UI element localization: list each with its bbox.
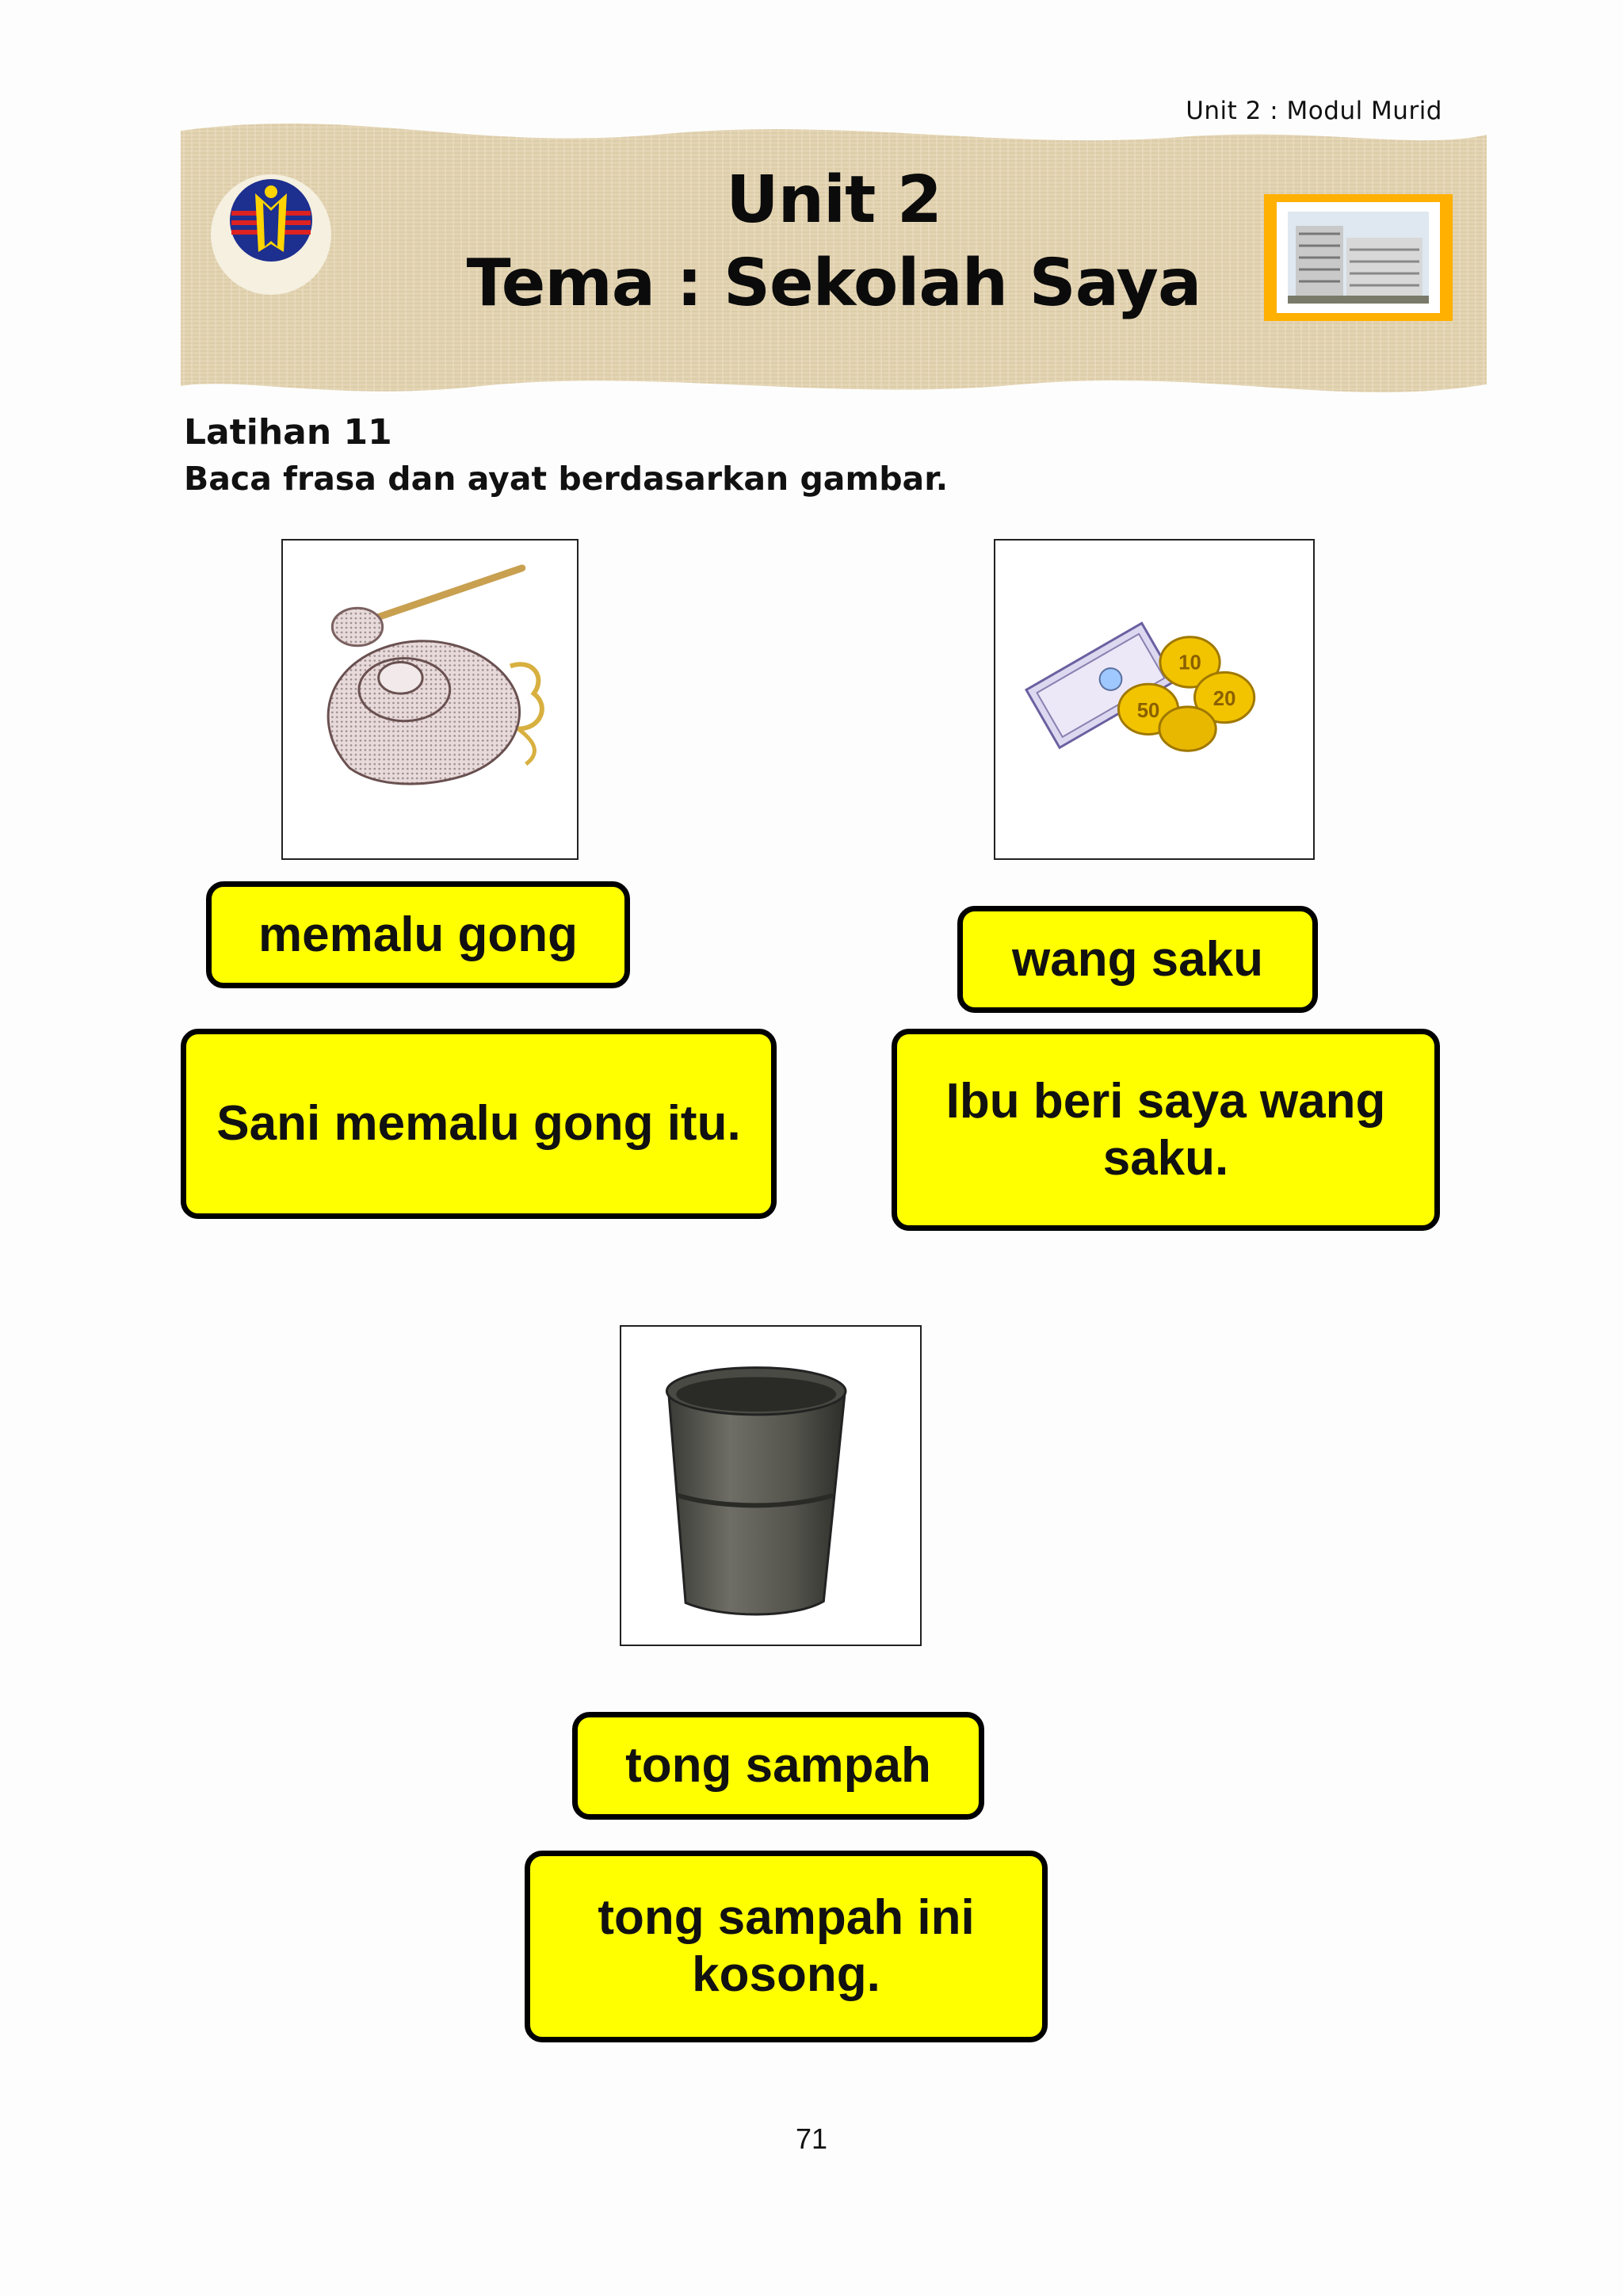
trash-can-icon xyxy=(621,1327,920,1645)
unit-title: Unit 2 xyxy=(726,162,941,238)
phrase-box: memalu gong xyxy=(206,881,630,988)
money-picture xyxy=(994,539,1315,860)
coin-label: 20 xyxy=(1212,687,1236,710)
gong-picture xyxy=(281,539,579,860)
gong-icon xyxy=(283,541,577,858)
instruction-text: Baca frasa dan ayat berdasarkan gambar. xyxy=(184,460,949,498)
school-building-image xyxy=(1264,194,1453,321)
coin-label: 50 xyxy=(1136,699,1160,722)
running-header: Unit 2 : Modul Murid xyxy=(1186,97,1442,125)
sentence-box: Ibu beri saya wang saku. xyxy=(892,1029,1440,1231)
coin-label: 10 xyxy=(1178,651,1201,674)
page-number: 71 xyxy=(795,2122,828,2155)
trash-can-picture xyxy=(620,1325,922,1646)
money-icon xyxy=(995,541,1313,858)
exercise-label: Latihan 11 xyxy=(184,412,392,453)
ministry-logo xyxy=(208,171,334,298)
theme-title: Tema : Sekolah Saya xyxy=(466,246,1201,321)
sentence-box: tong sampah ini kosong. xyxy=(525,1851,1048,2042)
phrase-box: tong sampah xyxy=(572,1712,984,1820)
sentence-box: Sani memalu gong itu. xyxy=(181,1029,777,1219)
phrase-box: wang saku xyxy=(957,906,1318,1013)
